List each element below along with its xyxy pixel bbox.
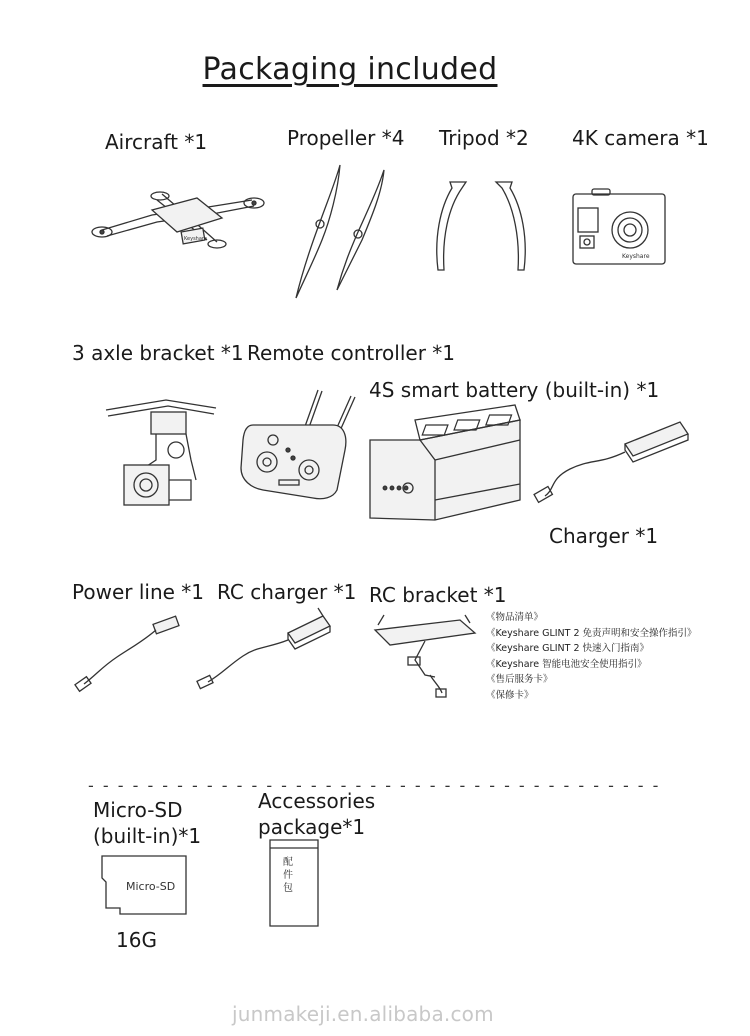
rc-bracket-illustration xyxy=(370,605,490,705)
dashed-divider: - - - - - - - - - - - - - - - - - - - - - - - - - - - - - - - - - - - - - - - xyxy=(88,776,661,795)
battery-label: 4S smart battery (built-in) *1 xyxy=(369,378,660,402)
power-line-label: Power line *1 xyxy=(72,580,205,604)
aircraft-label: Aircraft *1 xyxy=(105,130,208,154)
accessories-label-line2: package*1 xyxy=(258,815,366,839)
microsd-label xyxy=(93,797,201,849)
battery-illustration xyxy=(360,400,530,525)
document-item: 《Keyshare 智能电池安全使用指引》 xyxy=(486,658,647,670)
document-item: 《售后服务卡》 xyxy=(486,674,553,686)
microsd-label-line2: (built-in)*1 xyxy=(93,824,202,848)
document-item: 《物品清单》 xyxy=(486,612,544,623)
svg-text:Keyshare: Keyshare xyxy=(184,236,207,242)
propeller-illustration xyxy=(292,160,392,305)
microsd-card-text: Micro-SD xyxy=(126,880,176,893)
remote-controller-label: Remote controller *1 xyxy=(247,341,456,365)
document-item: 《Keyshare GLINT 2 快速入门指南》 xyxy=(486,643,650,655)
microsd-capacity: 16G xyxy=(116,928,157,952)
three-axle-bracket-label: 3 axle bracket *1 xyxy=(72,341,244,365)
tripod-label: Tripod *2 xyxy=(439,126,529,150)
microsd-label-line1: Micro-SD xyxy=(93,798,183,822)
accessories-label xyxy=(258,788,375,840)
propeller-label: Propeller *4 xyxy=(287,126,405,150)
rc-charger-label: RC charger *1 xyxy=(217,580,357,604)
accessories-bag-text: 配件包 xyxy=(283,857,293,894)
charger-label: Charger *1 xyxy=(549,524,659,548)
tripod-illustration xyxy=(430,178,540,278)
svg-text:Keyshare: Keyshare xyxy=(622,253,650,260)
documents-list xyxy=(486,610,697,704)
document-item: 《Keyshare GLINT 2 免责声明和安全操作指引》 xyxy=(486,627,697,639)
power-line-illustration xyxy=(72,612,192,697)
rc-bracket-label: RC bracket *1 xyxy=(369,583,507,607)
camera-illustration xyxy=(570,188,670,268)
rc-charger-illustration xyxy=(188,608,338,698)
microsd-card-illustration xyxy=(98,852,190,918)
aircraft-illustration xyxy=(82,180,272,260)
gimbal-illustration xyxy=(96,390,226,520)
remote-controller-illustration xyxy=(233,380,363,510)
accessories-label-line1: Accessories xyxy=(258,789,376,813)
camera-label: 4K camera *1 xyxy=(572,126,709,150)
page-title: Packaging included xyxy=(202,52,498,87)
charger-illustration xyxy=(530,414,695,509)
watermark: junmakeji.en.alibaba.com xyxy=(232,1002,494,1026)
document-item: 《保修卡》 xyxy=(486,689,534,701)
